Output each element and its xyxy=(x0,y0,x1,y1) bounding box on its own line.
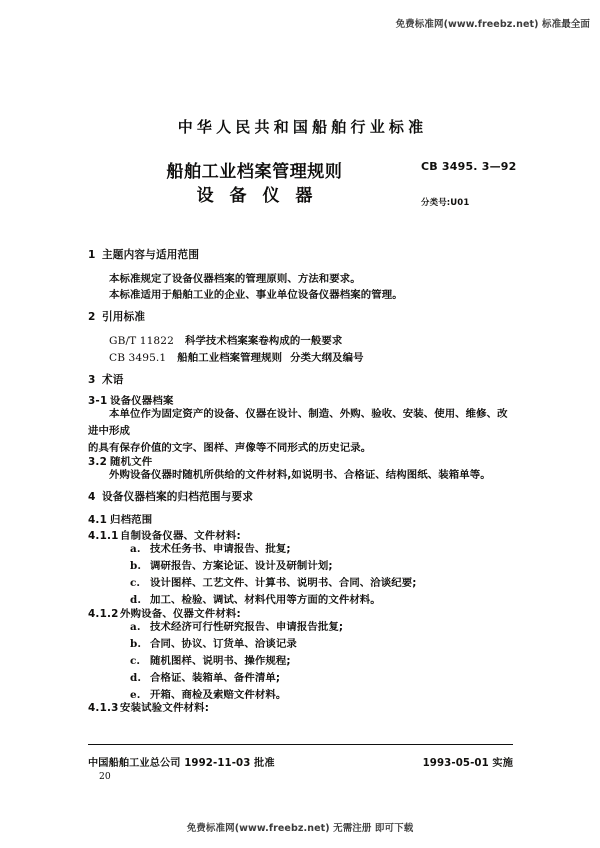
section-4-1-1-number: 4.1.1 xyxy=(88,529,119,542)
section-3-heading xyxy=(88,375,513,386)
section-3-2-body: 外购设备仪器时随机所供给的文件材料,如说明书、合格证、结构图纸、装箱单等。 xyxy=(109,469,491,482)
section-3-1-body-line-2: 的具有保存价值的文字、图样、声像等不同形式的历史记录。 xyxy=(88,441,372,454)
classification-code: 分类号:U01 xyxy=(421,198,470,208)
reference-item xyxy=(88,350,513,367)
implementation-date: 1993-05-01 实施 xyxy=(422,758,513,769)
section-4-1-1-title: 自制设备仪器、文件材料: xyxy=(120,529,241,542)
list-item xyxy=(88,541,513,558)
reference-title: 科学技术档案案卷构成的一般要求 xyxy=(184,334,343,347)
section-4-heading xyxy=(88,492,513,503)
document-header xyxy=(88,116,517,216)
section-4-1-2-number: 4.1.2 xyxy=(88,607,119,620)
list-marker: c. xyxy=(130,577,141,590)
section-1-title: 主题内容与适用范围 xyxy=(102,249,200,261)
list-item-text: 随机图样、说明书、操作规程; xyxy=(150,654,291,667)
list-marker: a. xyxy=(130,621,141,634)
section-3-2-title: 随机文件 xyxy=(110,455,153,468)
section-1-number: 1 xyxy=(88,249,96,261)
approval-statement: 中国船舶工业总公司 1992-11-03 批准 xyxy=(88,758,275,769)
section-3-1-title: 设备仪器档案 xyxy=(110,394,174,407)
list-marker: b. xyxy=(130,638,142,650)
reference-title: 船舶工业档案管理规则 xyxy=(177,352,283,365)
reference-id: GB/T 11822 xyxy=(109,334,174,347)
list-item-text: 开箱、商检及索赔文件材料。 xyxy=(150,688,287,701)
title-row xyxy=(88,160,517,216)
list-marker: d. xyxy=(130,593,142,606)
section-3-1-number: 3-1 xyxy=(88,394,108,407)
section-4-1-2-heading xyxy=(88,609,513,619)
standard-number: CB 3495. 3—92 xyxy=(421,160,517,173)
list-item xyxy=(88,575,513,592)
footer-divider xyxy=(88,744,513,745)
list-item-text: 技术经济可行性研究报告、申请报告批复; xyxy=(150,621,344,634)
issuing-authority: 中华人民共和国船舶行业标准 xyxy=(177,118,428,136)
list-item xyxy=(88,592,513,609)
section-1-paragraph-1: 本标准规定了设备仪器档案的管理原则、方法和要求。 xyxy=(109,272,361,285)
list-item-text: 合同、协议、订货单、洽谈记录 xyxy=(150,638,297,650)
section-2-title: 引用标准 xyxy=(102,311,146,324)
list-marker: e. xyxy=(130,688,141,701)
list-item-text: 合格证、装箱单、备件清单; xyxy=(150,671,281,684)
section-4-title: 设备仪器档案的归档范围与要求 xyxy=(102,490,254,503)
list-marker: a. xyxy=(130,543,141,556)
reference-id: CB 3495.1 xyxy=(109,352,167,365)
section-4-1-title: 归档范围 xyxy=(110,513,153,526)
list-item-text: 调研报告、方案论证、设计及研制计划; xyxy=(150,560,333,573)
list-marker: c. xyxy=(130,654,141,667)
section-3-number: 3 xyxy=(88,374,96,387)
section-4-1-3-number: 4.1.3 xyxy=(88,702,119,715)
list-item xyxy=(88,670,513,687)
section-3-1-heading xyxy=(88,396,513,406)
section-4-number: 4 xyxy=(88,490,96,503)
section-4-1-heading xyxy=(88,515,513,525)
standard-meta xyxy=(421,160,517,208)
section-4-1-3-heading xyxy=(88,703,513,713)
section-2-number: 2 xyxy=(88,311,96,324)
reference-subtitle: 分类大纲及编号 xyxy=(290,352,364,365)
section-4-1-1-heading xyxy=(88,531,513,541)
watermark-top: 免费标准网(www.freebz.net) 标准最全面 xyxy=(395,19,590,30)
reference-item xyxy=(88,333,513,350)
page-title: 船舶工业档案管理规则 xyxy=(166,162,343,182)
section-4-1-2-title: 外购设备、仪器文件材料: xyxy=(120,607,241,620)
list-item xyxy=(88,636,513,653)
list-item xyxy=(88,558,513,575)
section-3-1-body-line-1: 本单位作为固定资产的设备、仪器在设计、制造、外购、验收、安装、使用、维修、改进中形成 xyxy=(88,408,508,438)
section-3-2-heading xyxy=(88,457,513,467)
section-1-heading xyxy=(88,250,513,261)
page-number: 20 xyxy=(99,771,111,782)
section-3-2-number: 3.2 xyxy=(88,455,108,468)
list-marker: b. xyxy=(130,560,142,573)
section-4-1-3-title: 安装试验文件材料: xyxy=(120,702,210,715)
watermark-bottom: 免费标准网(www.freebz.net) 无需注册 即可下载 xyxy=(186,823,414,834)
document-body xyxy=(88,250,513,714)
list-item xyxy=(88,619,513,636)
list-item-text: 设计图样、工艺文件、计算书、说明书、合同、洽谈纪要; xyxy=(150,577,417,590)
list-item xyxy=(88,687,513,704)
section-1-paragraph-2: 本标准适用于船舶工业的企业、事业单位设备仪器档案的管理。 xyxy=(109,289,403,302)
list-item-text: 技术任务书、申请报告、批复; xyxy=(150,543,291,556)
list-item-text: 加工、检验、调试、材料代用等方面的文件材料。 xyxy=(150,593,381,606)
section-3-title: 术语 xyxy=(102,374,124,387)
section-4-1-number: 4.1 xyxy=(88,513,108,526)
document-footer xyxy=(88,754,513,769)
section-2-heading xyxy=(88,312,513,323)
list-item xyxy=(88,653,513,670)
page-subtitle: 设 备 仪 器 xyxy=(196,186,318,207)
list-marker: d. xyxy=(130,671,142,684)
